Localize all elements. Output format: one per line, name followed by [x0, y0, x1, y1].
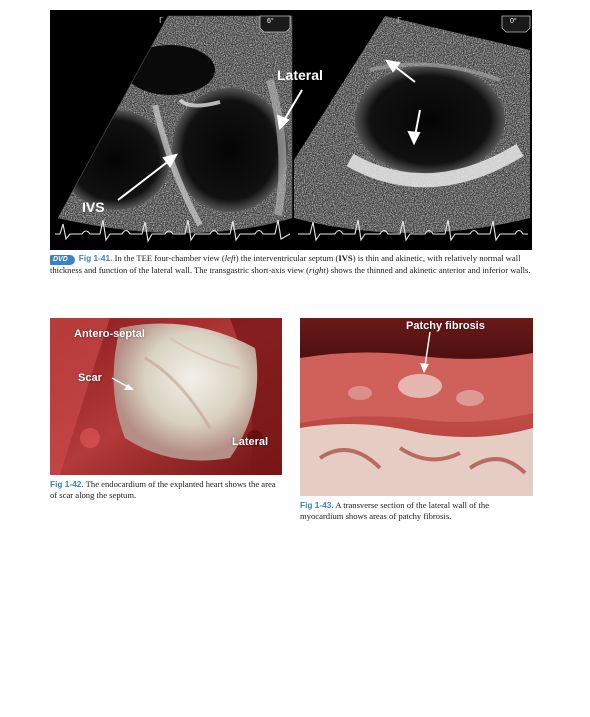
transverse-section-photo — [300, 318, 533, 496]
label-antero-septal: Antero-septal — [74, 328, 145, 340]
label-ivs: IVS — [82, 199, 105, 215]
short-axis-view — [294, 10, 532, 250]
heart-endocardium-image — [50, 318, 282, 475]
right-angle-value: 0° — [510, 18, 517, 25]
dvd-badge: DVD — [50, 255, 75, 265]
fig-1-42-caption: Fig 1-42. The endocardium of the explanted heart shows the area of scar along the septum. — [50, 479, 276, 500]
label-lateral: Lateral — [277, 67, 323, 83]
svg-text:ᒥ: ᒥ — [159, 16, 164, 25]
fig-1-43-label: Fig 1-43. — [300, 500, 334, 510]
lateral-wall-section-image — [300, 318, 533, 496]
echo-images — [50, 10, 532, 250]
explanted-heart-photo — [50, 318, 282, 475]
left-angle-value: 6° — [267, 18, 274, 25]
label-lateral-photo: Lateral — [232, 436, 269, 448]
svg-text:ᒥ: ᒥ — [397, 16, 402, 25]
fig-1-41-label: Fig 1-41. — [78, 253, 113, 263]
fig-1-42-label: Fig 1-42. — [50, 479, 84, 489]
fig-1-43-caption: Fig 1-43. A transverse section of the lateral wall of the myocardium shows areas of patchy fibrosis. — [300, 500, 490, 521]
label-scar: Scar — [78, 372, 102, 384]
fig-1-41-caption: DVD Fig 1-41. In the TEE four-chamber view (left) the interventricular septum (IVS) is thin and akinetic, with relatively normal wall thickness and function of the lateral wall. The transgastric short-axis view (right) shows the thinned and akinetic anterior and inferior walls. — [50, 253, 531, 275]
echo-figure-panel — [50, 10, 532, 250]
label-patchy-fibrosis: Patchy fibrosis — [406, 320, 485, 332]
